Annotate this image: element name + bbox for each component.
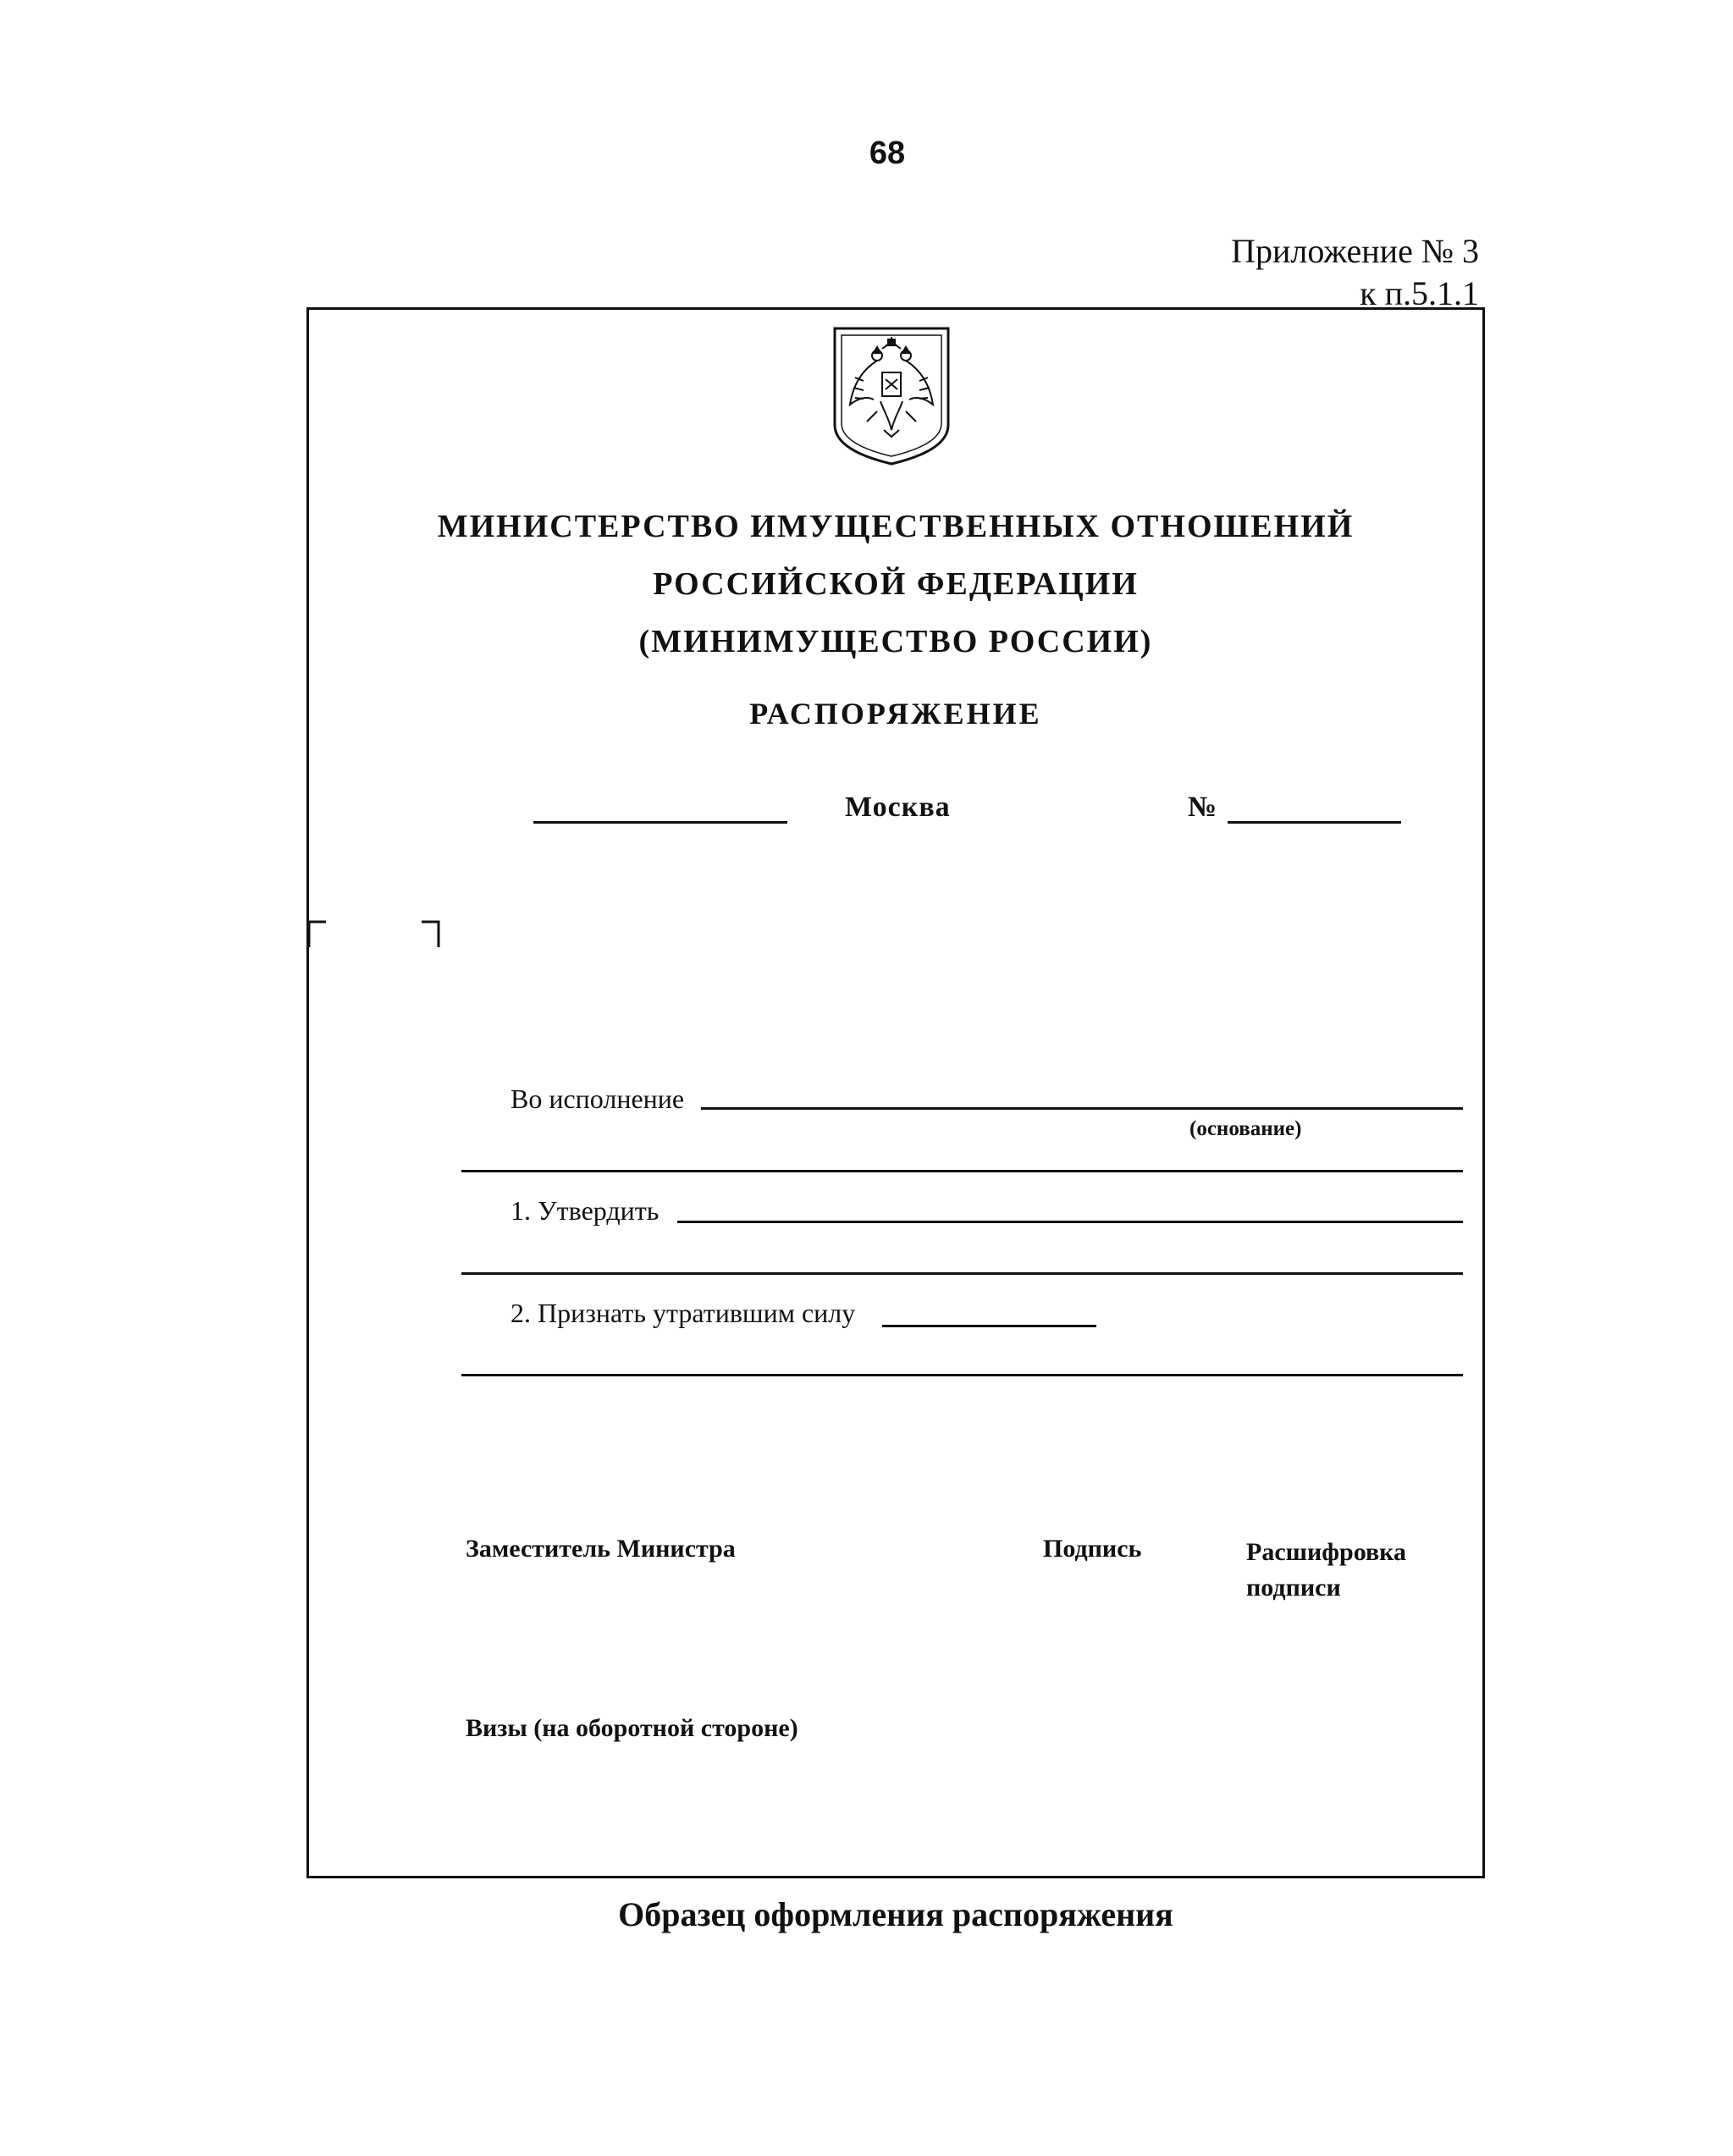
- approve-continuation-line: [461, 1272, 1463, 1275]
- address-corner-left: [307, 920, 326, 947]
- basis-label: Во исполнение: [511, 1084, 685, 1114]
- russian-coat-of-arms-icon: [830, 323, 953, 467]
- repeal-blank-line: [882, 1325, 1096, 1327]
- appendix-reference: [1231, 230, 1479, 315]
- signatory-position: Заместитель Министра: [466, 1535, 736, 1563]
- address-corner-right: [422, 920, 440, 947]
- signature-label: Подпись: [1043, 1535, 1142, 1563]
- basis-continuation-line: [461, 1170, 1463, 1172]
- document-type: РАСПОРЯЖЕНИЕ: [749, 697, 1042, 731]
- appendix-number: Приложение № 3: [1231, 232, 1479, 270]
- approve-item: 1. Утвердить: [511, 1195, 660, 1226]
- date-blank-line: [533, 821, 787, 824]
- visa-note: Визы (на оборотной стороне): [466, 1714, 798, 1742]
- figure-caption: [306, 1894, 1485, 1934]
- repeal-item: 2. Признать утратившим силу: [511, 1298, 856, 1328]
- signature-decoding: [1246, 1535, 1406, 1606]
- basis-hint: (основание): [1189, 1117, 1302, 1140]
- signature-decoding-line2: подписи: [1246, 1574, 1341, 1602]
- ministry-country: РОССИЙСКОЙ ФЕДЕРАЦИИ: [653, 566, 1139, 602]
- appendix-clause: к п.5.1.1: [1360, 274, 1479, 312]
- number-blank-line: [1228, 821, 1401, 824]
- basis-blank-line: [701, 1107, 1463, 1110]
- ministry-short-name: (МИНИМУЩЕСТВО РОССИИ): [638, 624, 1153, 659]
- ministry-name: МИНИСТЕРСТВО ИМУЩЕСТВЕННЫХ ОТНОШЕНИЙ: [437, 509, 1355, 544]
- city-name: Москва: [845, 791, 951, 823]
- number-sign: №: [1188, 791, 1217, 823]
- approve-blank-line: [677, 1221, 1463, 1223]
- page-number: 68: [869, 135, 906, 171]
- signature-decoding-line1: Расшифровка: [1246, 1538, 1406, 1566]
- caption-emphasis: распоряжения: [952, 1895, 1173, 1933]
- repeal-continuation-line: [461, 1374, 1463, 1376]
- caption-text: Образец оформления: [618, 1895, 952, 1933]
